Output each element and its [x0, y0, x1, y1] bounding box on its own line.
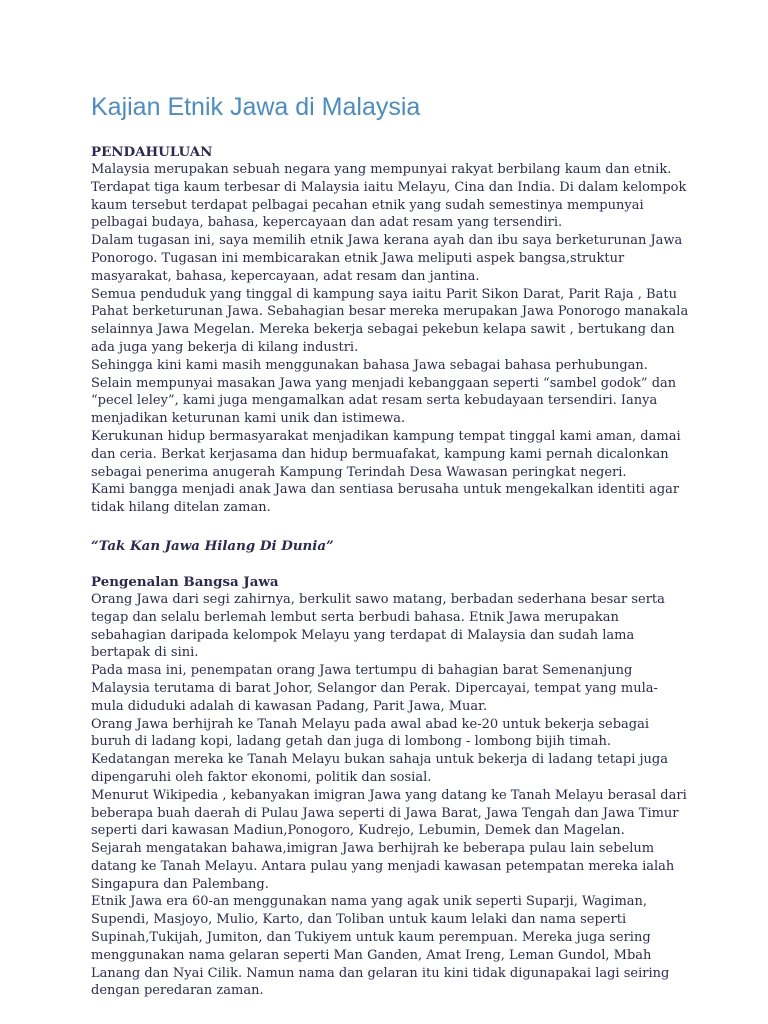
paragraph: Sejarah mengatakan bahawa,imigran Jawa berhijrah ke beberapa pulau lain sebelum datang ke Tanah Melayu. Antara pulau yang menjadi kawasan petempatan mereka ialah Singapura dan Palembang. [91, 841, 675, 892]
paragraph: Menurut Wikipedia , kebanyakan imigran Jawa yang datang ke Tanah Melayu berasal dari beberapa buah daerah di Pulau Jawa seperti di Jawa Barat, Jawa Tengah dan Jawa Timur seperti dari kawasan Madiun,Ponogoro, Kudrejo, Lebumin, Demek dan Magelan. [91, 787, 687, 839]
section-pengenalan [91, 573, 692, 1000]
paragraph: Dalam tugasan ini, saya memilih etnik Jawa kerana ayah dan ibu saya berketurunan Jawa Ponorogo. Tugasan ini membicarakan etnik Jawa meliputi aspek bangsa,struktur masyarakat, bahasa, kepercayaan, adat resam dan jantina. [91, 233, 683, 284]
paragraph: Kami bangga menjadi anak Jawa dan sentiasa berusaha untuk mengekalkan identiti agar tidak hilang ditelan zaman. [91, 482, 680, 516]
section-pendahuluan [91, 143, 692, 517]
paragraph: Semua penduduk yang tinggal di kampung saya iaitu Parit Sikon Darat, Parit Raja , Batu Pahat berketurunan Jawa. Sebahagian besar mereka merupakan Jawa Ponorogo manakala selainnya Jawa Megelan. Mereka bekerja sebagai pekebun kelapa sawit , bertukang dan ada juga yang bekerja di kilang industri. [91, 286, 689, 355]
paragraph: Malaysia merupakan sebuah negara yang mempunyai rakyat berbilang kaum dan etnik. Terdapat tiga kaum terbesar di Malaysia iaitu Melayu, Cina dan India. Di dalam kelompok kaum tersebut terdapat pelbagai pecahan etnik yang sudah semestinya mempunyai pelbagai budaya, bahasa, kepercayaan dan adat resam yang tersendiri. [91, 162, 687, 231]
document-title: Kajian Etnik Jawa di Malaysia [91, 93, 421, 121]
paragraph: Orang Jawa berhijrah ke Tanah Melayu pada awal abad ke-20 untuk bekerja sebagai buruh di ladang kopi, ladang getah dan juga di lombong - lombong bijih timah. Kedatangan mereka ke Tanah Melayu bukan sahaja untuk bekerja di ladang tetapi juga dipengaruhi oleh faktor ekonomi, politik dan sosial. [91, 716, 668, 785]
paragraph: Orang Jawa dari segi zahirnya, berkulit sawo matang, berbadan sederhana besar serta tegap dan selalu berlemah lembut serta berbudi bahasa. Etnik Jawa merupakan sebahagian daripada kelompok Melayu yang terdapat di Malaysia dan sudah lama bertapak di sini. [91, 591, 665, 661]
paragraph: Etnik Jawa era 60-an menggunakan nama yang agak unik seperti Suparji, Wagiman, Supendi, Masjoyo, Mulio, Karto, dan Toliban untuk kaum lelaki dan nama seperti Supinah,Tukijah, Jumiton, dan Tukiyem untuk kaum perempuan. Mereka juga sering menggunakan nama gelaran seperti Man Ganden, Amat Ireng, Leman Gundol, Mbah Lanang dan Nyai Cilik. Namun nama dan gelaran itu kini tidak digunapakai lagi seiring dengan peredaran zaman. [91, 894, 670, 999]
section-heading: Pengenalan Bangsa Jawa [91, 573, 279, 590]
quote: “Tak Kan Jawa Hilang Di Dunia” [91, 537, 334, 554]
section-heading: PENDAHULUAN [91, 144, 213, 160]
paragraph: Sehingga kini kami masih menggunakan bahasa Jawa sebagai bahasa perhubungan. Selain mempunyai masakan Jawa yang menjadi kebanggaan seperti “sambel godok” dan “pecel leley”, kami juga mengamalkan adat resam serta kebudayaan tersendiri. Ianya menjadikan keturunan kami unik dan istimewa. [91, 357, 677, 427]
paragraph: Pada masa ini, penempatan orang Jawa tertumpu di bahagian barat Semenanjung Malaysia terutama di barat Johor, Selangor dan Perak. Dipercayai, tempat yang mula- mula diduduki adalah di kawasan Padang, Parit Jawa, Muar. [91, 663, 658, 714]
paragraph: Kerukunan hidup bermasyarakat menjadikan kampung tempat tinggal kami aman, damai dan ceria. Berkat kerjasama dan hidup bermuafakat, kampung kami pernah dicalonkan sebagai penerima anugerah Kampung Terindah Desa Wawasan peringkat negeri. [91, 428, 681, 480]
